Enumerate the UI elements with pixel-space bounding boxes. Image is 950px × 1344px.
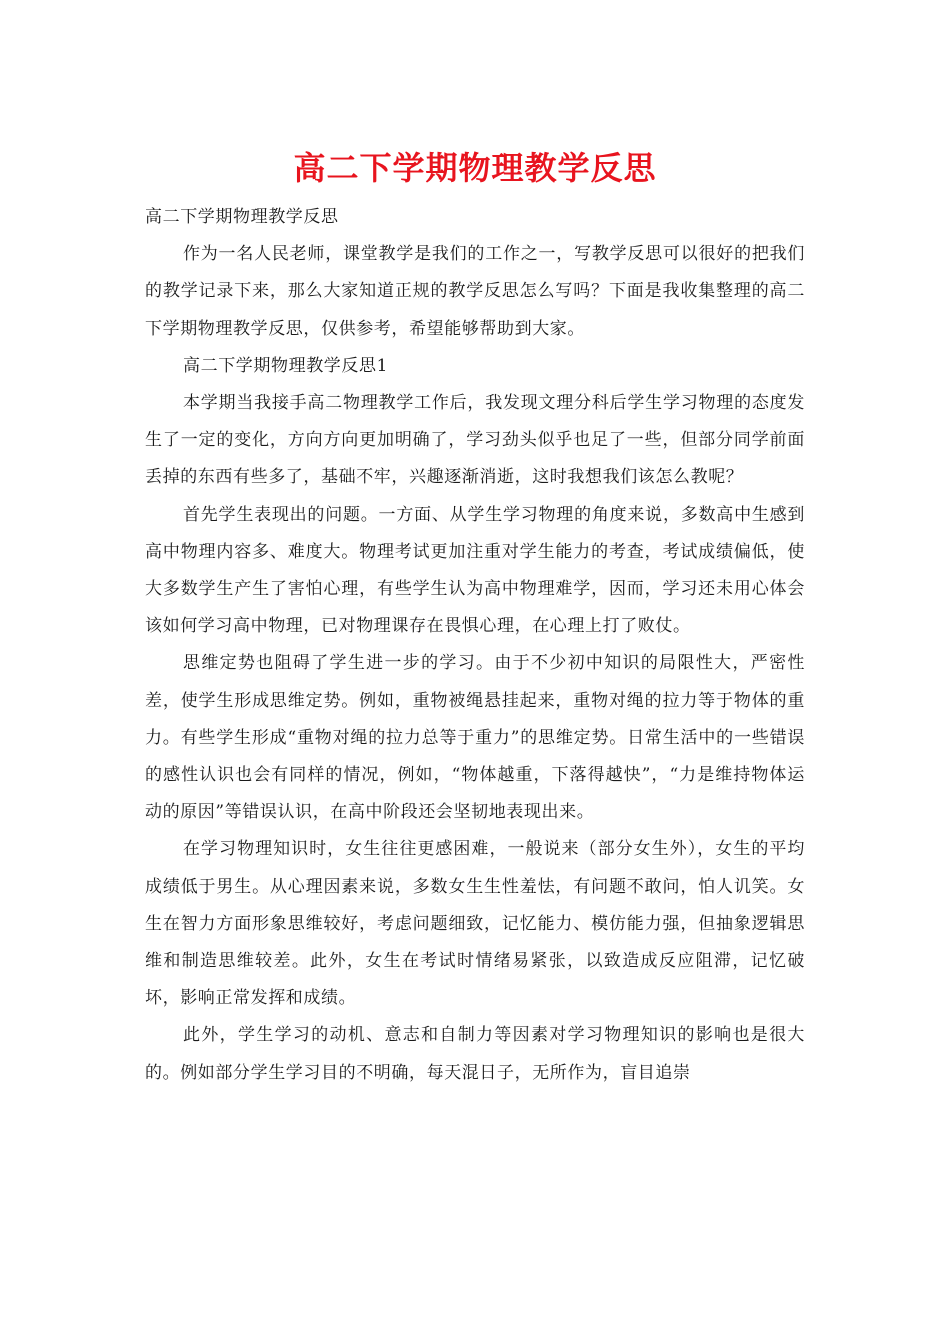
document-subtitle: 高二下学期物理教学反思 (145, 207, 339, 227)
paragraph: 本学期当我接手高二物理教学工作后，我发现文理分科后学生学习物理的态度发生了一定的变化，方向方向更加明确了，学习劲头似乎也足了一些，但部分同学前面丢掉的东西有些多了，基础不牢，兴趣逐渐消逝，这时我想我们该怎么教呢？ (145, 393, 805, 488)
document-body (145, 199, 805, 1092)
paragraph: 首先学生表现出的问题。一方面、从学生学习物理的角度来说，多数高中生感到高中物理内容多、难度大。物理考试更加注重对学生能力的考查，考试成绩偏低，使大多数学生产生了害怕心理，有些学生认为高中物理难学，因而，学习还未用心体会该如何学习高中物理，已对物理课存在畏惧心理，在心理上打了败仗。 (145, 504, 805, 637)
paragraph-intro: 作为一名人民老师，课堂教学是我们的工作之一，写教学反思可以很好的把我们的教学记录下来，那么大家知道正规的教学反思怎么写吗？下面是我收集整理的高二下学期物理教学反思，仅供参考，希望能够帮助到大家。 (145, 244, 805, 339)
paragraph: 思维定势也阻碍了学生进一步的学习。由于不少初中知识的局限性大，严密性差，使学生形成思维定势。例如，重物被绳悬挂起来，重物对绳的拉力等于物体的重力。有些学生形成“重物对绳的拉力总等于重力”的思维定势。日常生活中的一些错误的感性认识也会有同样的情况，例如，“物体越重，下落得越快”，“力是维持物体运动的原因”等错误认识，在高中阶段还会坚韧地表现出来。 (145, 653, 805, 823)
section-heading: 高二下学期物理教学反思1 (183, 355, 389, 376)
paragraph: 此外，学生学习的动机、意志和自制力等因素对学习物理知识的影响也是很大的。例如部分学生学习目的不明确，每天混日子，无所作为，盲目追崇 (145, 1025, 805, 1083)
paragraph: 在学习物理知识时，女生往往更感困难，一般说来（部分女生外），女生的平均成绩低于男生。从心理因素来说，多数女生生性羞怯，有问题不敢问，怕人讥笑。女生在智力方面形象思维较好，考虑问题细致，记忆能力、模仿能力强，但抽象逻辑思维和制造思维较差。此外，女生在考试时情绪易紧张，以致造成反应阻滞，记忆破坏，影响正常发挥和成绩。 (145, 839, 805, 1009)
document-title: 高二下学期物理教学反思 (293, 149, 657, 187)
